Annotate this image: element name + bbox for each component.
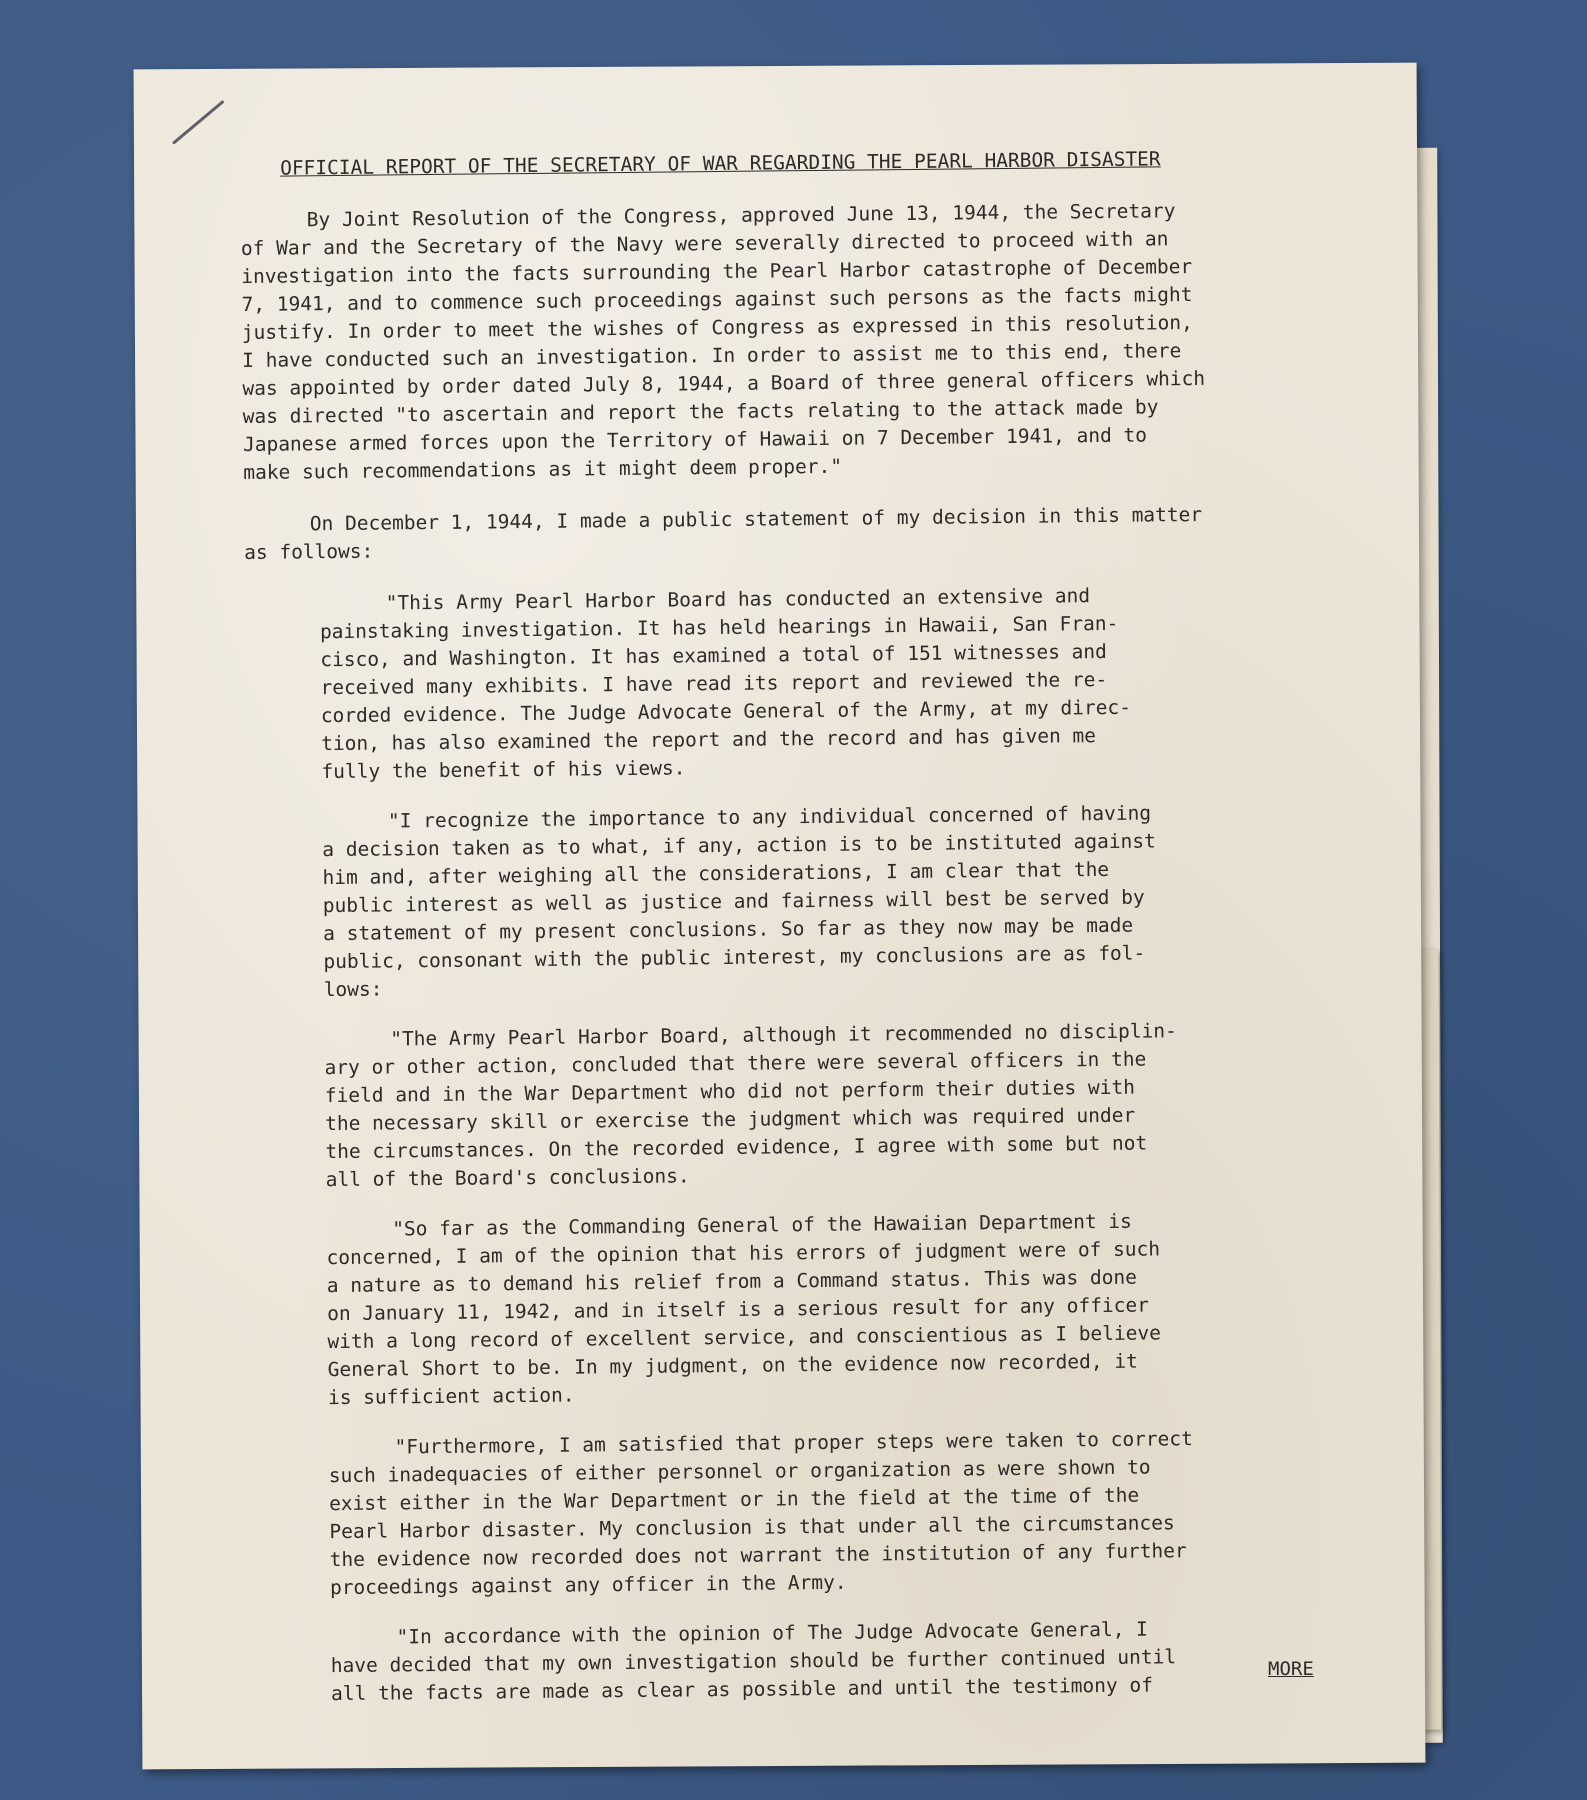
document-body <box>240 143 1366 1731</box>
intro-paragraph: By Joint Resolution of the Congress, approved June 13, 1944, the Secretary of War and the Secretary of the Navy were severally directed to proceed with an investigation into the facts surrounding the Pearl Harbor catastrophe of December 7, 1941, and to commence such proceedings against such persons as the facts might justify. In order to meet the wishes of Congress as expressed in this resolution, I have conducted such an investigation. In order to assist me to this end, there was appointed by order dated July 8, 1944, a Board of three general officers which was directed "to ascertain and report the facts relating to the attack made by Japanese armed forces upon the Territory of Hawaii on 7 December 1941, and to make such recommendations as it might deem proper." <box>240 199 1206 484</box>
quote-paragraph-1: "This Army Pearl Harbor Board has conducted an extensive and painstaking investigation. It has held hearings in Hawaii, San Fran- cisco, and Washington. It has examined a total of 151 witnesses and received many exhibits. I have read its report and reviewed the re- corded evidence. The Judge Advocate General of the Army, at my direc- tion, has also examined the report and the record and has given me fully the benefit of his views. <box>319 584 1132 784</box>
quote-paragraph-5: "Furthermore, I am satisfied that proper steps were taken to correct such inadequacies of either personnel or organization as were shown to exist either in the War Department or in the field at the time of the Pearl Harbor disaster. My conclusion is that under all the circumstances the evidence now recorded does not warrant the institution of any further proceedings against any officer in the Army. <box>328 1427 1193 1600</box>
quote-paragraph-2: "I recognize the importance to any individual concerned of having a decision taken as to what, if any, action is to be instituted against him and, after weighing all the considerations, I am clear that the public interest as well as justice and fairness will best be served by a statement of my present conclusions. So far as they now may be made public, consonant with the public interest, my conclusions are as fol- lows: <box>322 801 1156 1002</box>
statement-paragraph: On December 1, 1944, I made a public statement of my decision in this matter as follows: <box>244 502 1203 564</box>
document-title: OFFICIAL REPORT OF THE SECRETARY OF WAR REGARDING THE PEARL HARBOR DISASTER <box>280 147 1161 180</box>
quote-paragraph-6: "In accordance with the opinion of The Judge Advocate General, I have decided that my own investigation should be further continued until all the facts are made as clear as possible and until the testimony of <box>330 1617 1177 1706</box>
continued-marker: MORE <box>1268 1658 1314 1680</box>
quote-paragraph-3: "The Army Pearl Harbor Board, although it recommended no disciplin- ary or other action, concluded that there were several officers in the field and in the War Department who did not perform their duties with the necessary skill or exercise the judgment which was required under the circumstances. On the recorded evidence, I agree with some but not all of the Board's conclusions. <box>324 1019 1177 1192</box>
quote-paragraph-4: "So far as the Commanding General of the Hawaiian Department is concerned, I am of the opinion that his errors of judgment were of such a nature as to demand his relief from a Command status. This was done on January 11, 1942, and in itself is a serious result for any officer with a long record of excellent service, and conscientious as I believe General Short to be. In my judgment, on the evidence now recorded, it is sufficient action. <box>326 1209 1162 1410</box>
